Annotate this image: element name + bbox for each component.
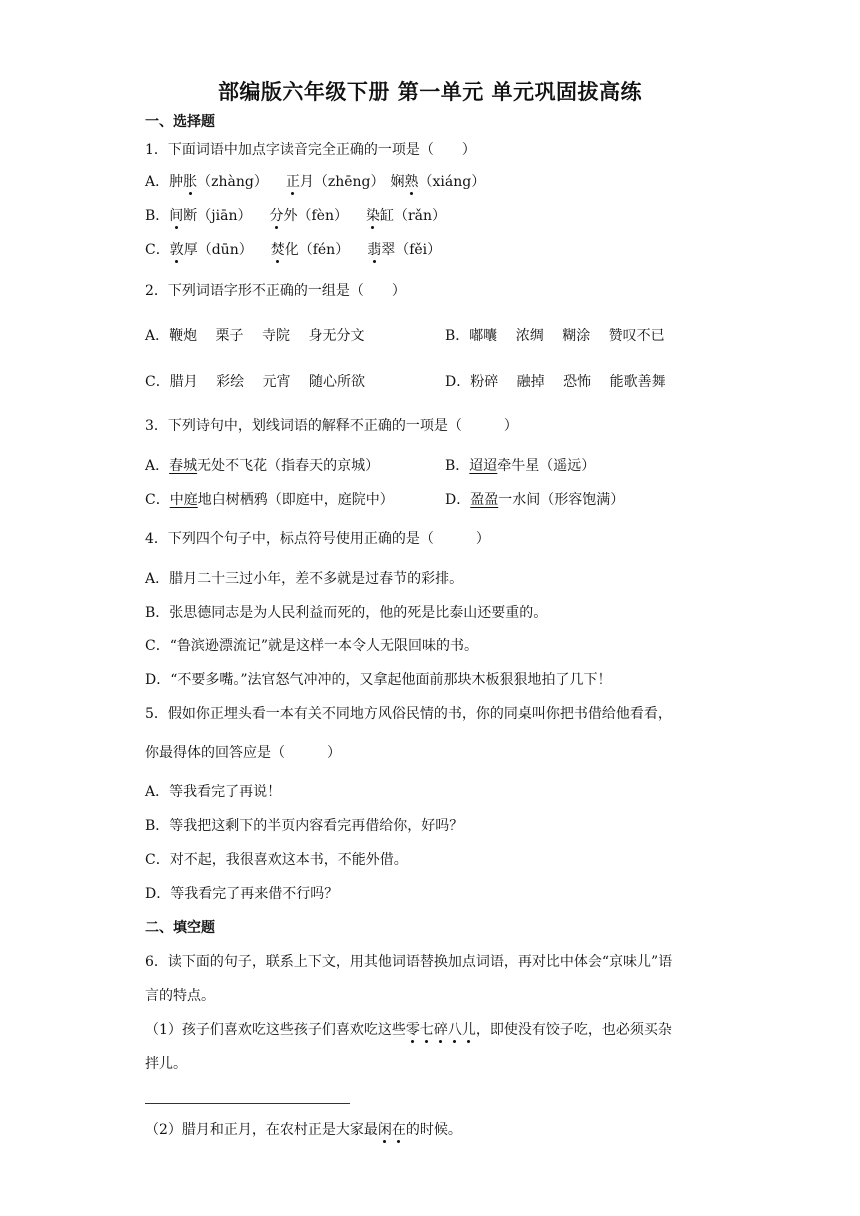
question-5-option-b: B．等我把这剩下的半页内容看完再借给你，好吗？: [145, 818, 464, 834]
question-1-stem: 1．下面词语中加点字读音完全正确的一项是（ ）: [145, 142, 476, 158]
dotted-char: 熟: [404, 174, 419, 190]
dotted-char: 敦: [169, 242, 184, 258]
question-5-option-c: C．对不起，我很喜欢这本书，不能外借。: [145, 852, 408, 868]
question-2-option-d: D．粉碎 融掉 恐怖 能歌善舞: [445, 374, 666, 390]
dotted-char: 翡: [367, 242, 382, 258]
dotted-char: 正: [285, 174, 300, 190]
question-3-option-a: A．春城无处不飞花（指春天的京城）: [145, 458, 380, 474]
dotted-char: 焚: [270, 242, 285, 258]
dotted-char: 零: [405, 1022, 420, 1038]
question-5-stem-line-2: 你最得体的回答应是（ ）: [145, 745, 341, 761]
underlined-word: 迢迢: [469, 458, 498, 474]
question-1-option-b: B．间断（jiān） 分外（fèn） 染缸（rǎn）: [145, 208, 447, 224]
question-3-option-d: D．盈盈一水间（形容饱满）: [445, 492, 625, 508]
question-3-option-c: C．中庭地白树栖鸦（即庭中，庭院中）: [145, 492, 394, 508]
dotted-char: 胀: [183, 174, 198, 190]
question-6-stem-line-1: 6．读下面的句子，联系上下文，用其他词语替换加点词语，再对比中体会“京味儿”语: [145, 954, 673, 970]
question-4-option-c: C．“鲁滨逊漂流记”就是这样一本令人无限回味的书。: [145, 638, 479, 654]
dotted-char: 儿: [461, 1022, 476, 1038]
question-2-option-b: B．嘟囔 浓绸 糊涂 赞叹不已: [445, 328, 665, 344]
dotted-char: 七: [419, 1022, 434, 1038]
question-1-option-c: C．敦厚（dūn） 焚化（fén） 翡翠（fěi）: [145, 242, 442, 258]
page-title: 部编版六年级下册 第一单元 单元巩固拔高练: [217, 80, 643, 104]
underlined-word: 春城: [169, 458, 198, 474]
dotted-char: 染: [365, 208, 380, 224]
question-2-option-a: A．鞭炮 栗子 寺院 身无分文: [145, 328, 365, 344]
dotted-char: 间: [169, 208, 184, 224]
question-2-stem: 2．下列词语字形不正确的一组是（ ）: [145, 283, 406, 299]
question-6-sentence-2: （2）腊月和正月，在农村正是大家最闲在的时候。: [145, 1122, 462, 1138]
question-4-option-a: A．腊月二十三过小年，差不多就是过春节的彩排。: [145, 571, 464, 587]
question-4-stem: 4．下列四个句子中，标点符号使用正确的是（ ）: [145, 531, 490, 547]
question-4-option-b: B．张思德同志是为人民利益而死的，他的死是比泰山还要重的。: [145, 605, 548, 621]
question-5-stem-line-1: 5．假如你正埋头看一本有关不同地方风俗民情的书，你的同桌叫你把书借给他看看，: [145, 706, 672, 722]
dotted-char: 碎: [433, 1022, 448, 1038]
footnote-divider: [145, 1103, 350, 1104]
section-heading-choice: 一、选择题: [145, 114, 215, 130]
question-6-sentence-1-cont: 拌儿。: [145, 1056, 187, 1072]
question-3-stem: 3．下列诗句中，划线词语的解释不正确的一项是（ ）: [145, 418, 518, 434]
underlined-word: 中庭: [169, 492, 198, 508]
section-heading-fill-in: 二、填空题: [145, 920, 215, 936]
question-5-option-a: A．等我看完了再说！: [145, 784, 282, 800]
question-2-option-c: C．腊月 彩绘 元宵 随心所欲: [145, 374, 366, 390]
underlined-word: 盈盈: [470, 492, 499, 508]
dotted-char: 闲: [377, 1122, 392, 1138]
question-6-sentence-1: （1）孩子们喜欢吃这些孩子们喜欢吃这些零七碎八儿，即使没有饺子吃，也必须买杂: [145, 1022, 672, 1038]
question-5-option-d: D．等我看完了再来借不行吗？: [145, 886, 339, 902]
dotted-char: 在: [391, 1122, 406, 1138]
question-4-option-d: D．“不要多嘴。”法官怒气冲冲的，又拿起他面前那块木板狠狠地拍了几下！: [145, 672, 612, 688]
dotted-char: 八: [447, 1022, 462, 1038]
question-6-stem-line-2: 言的特点。: [145, 988, 215, 1004]
question-1-option-a: A．肿胀（zhàng） 正月（zhēng） 娴熟（xiáng）: [145, 174, 486, 190]
dotted-char: 分: [269, 208, 284, 224]
question-3-option-b: B．迢迢牵牛星（遥远）: [445, 458, 596, 474]
